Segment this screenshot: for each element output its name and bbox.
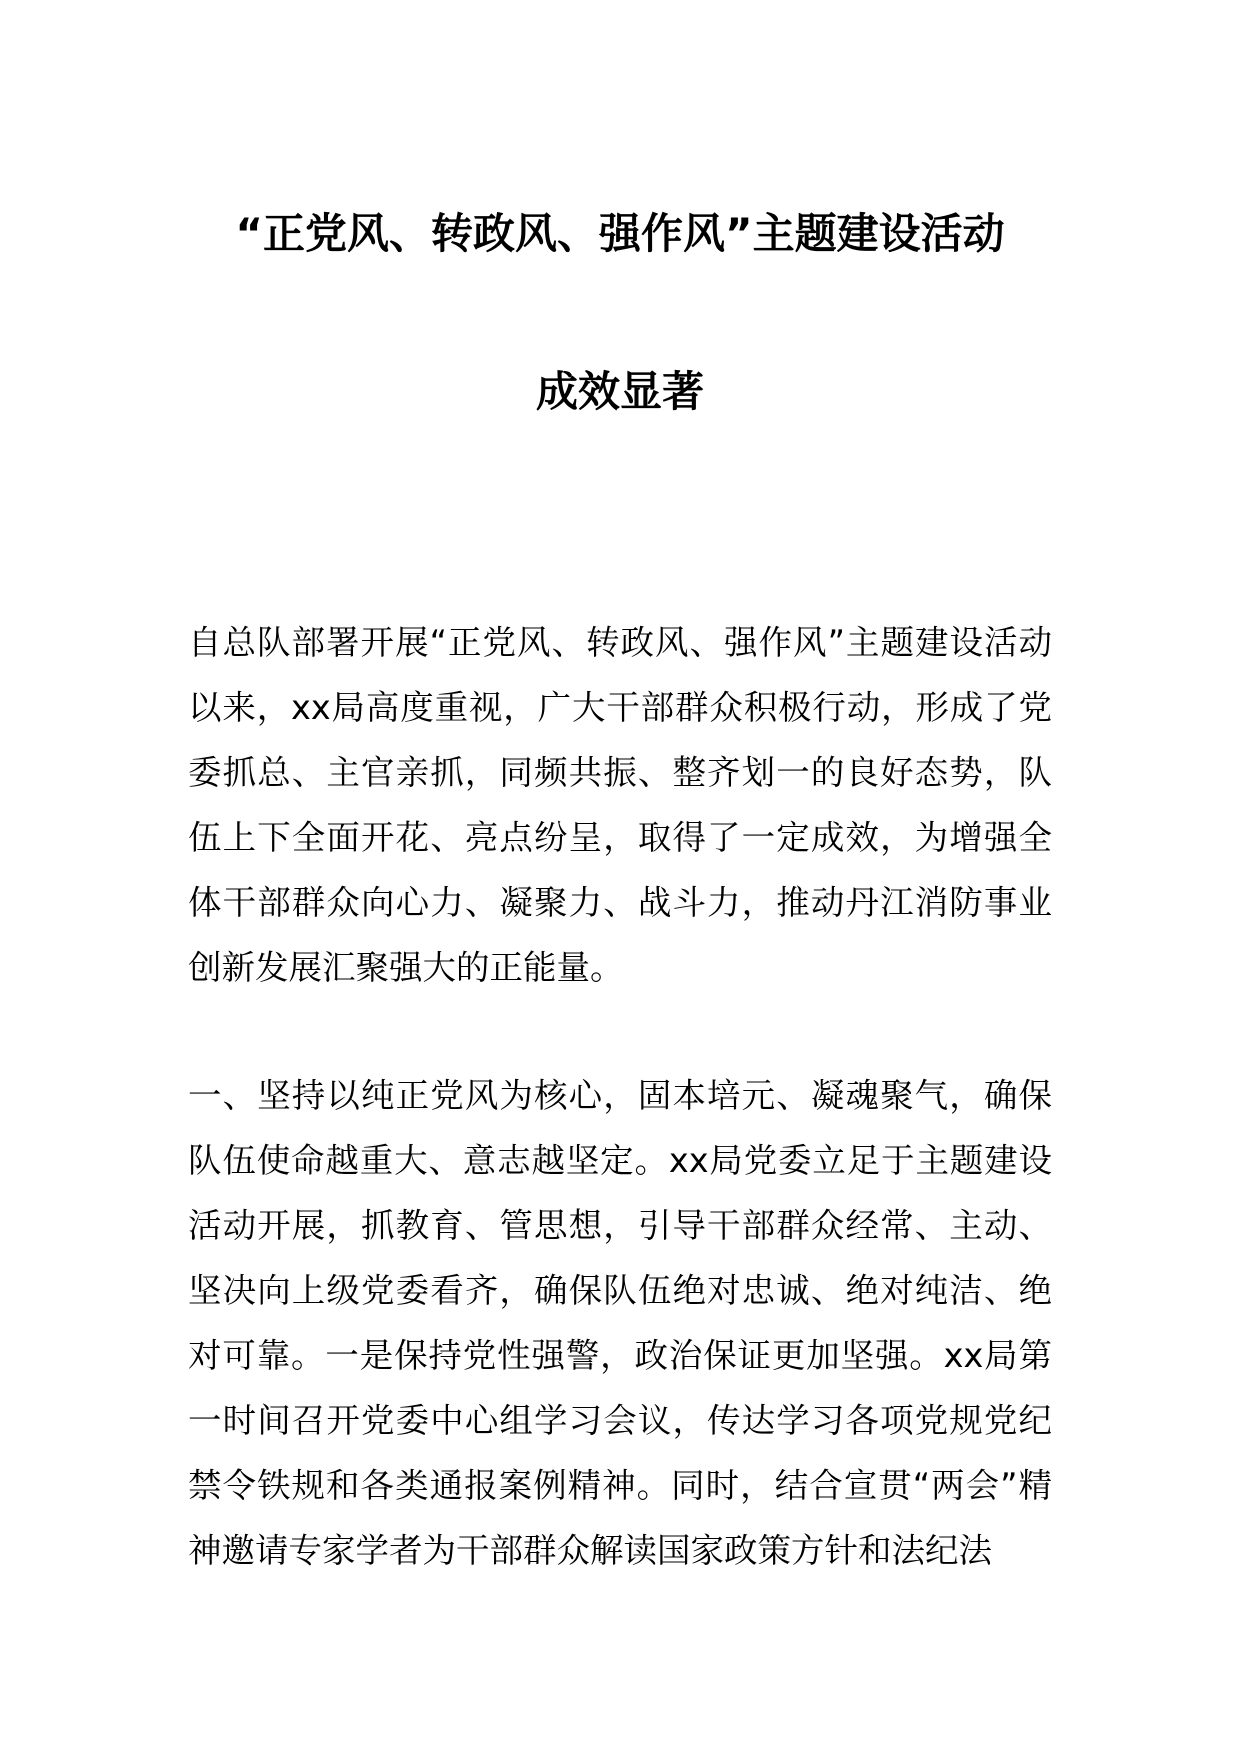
body-paragraph-intro: 自总队部署开展“正党风、转政风、强作风”主题建设活动以来，xx局高度重视，广大干部群众积极行动，形成了党委抓总、主官亲抓，同频共振、整齐划一的良好态势，队伍上下全面开花、亮点纷呈，取得了一定成效，为增强全体干部群众向心力、凝聚力、战斗力，推动丹江消防事业创新发展汇聚强大的正能量。 <box>188 623 1052 987</box>
document-title-line-2: 成效显著 <box>535 367 704 416</box>
body-paragraph-section-1: 一、坚持以纯正党风为核心，固本培元、凝魂聚气，确保队伍使命越重大、意志越坚定。xx局党委立足于主题建设活动开展，抓教育、管思想，引导干部群众经常、主动、坚决向上级党委看齐，确保队伍绝对忠诚、绝对纯洁、绝对可靠。一是保持党性强警，政治保证更加坚强。xx局第一时间召开党委中心组学习会议，传达学习各项党规党纪禁令铁规和各类通报案例精神。同时，结合宣贯“两会”精神邀请专家学者为干部群众解读国家政策方针和法纪法 <box>188 1076 1052 1570</box>
document-title-line-1: “正党风、转政风、强作风”主题建设活动 <box>235 209 1005 258</box>
